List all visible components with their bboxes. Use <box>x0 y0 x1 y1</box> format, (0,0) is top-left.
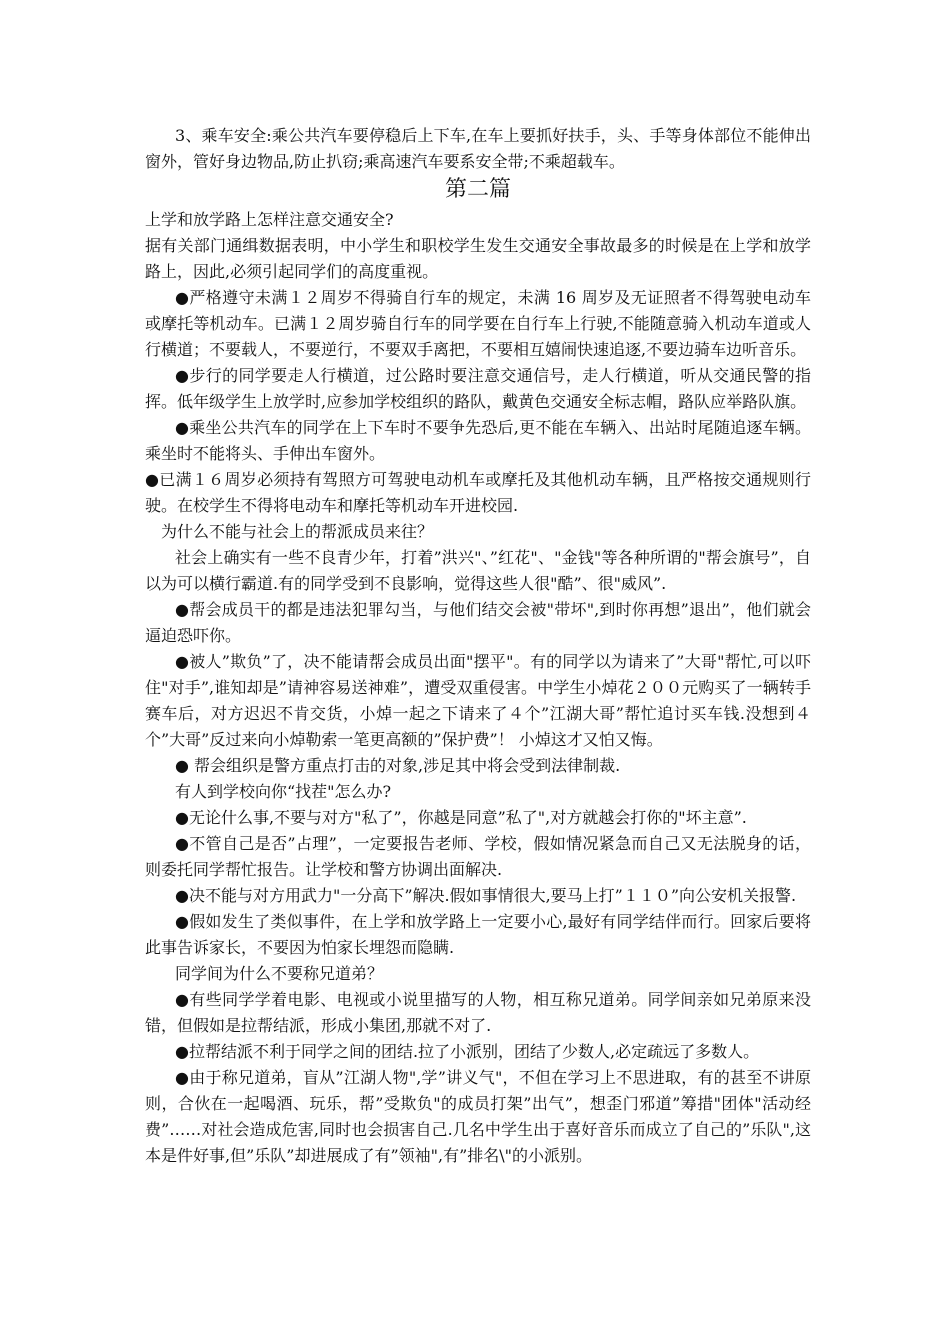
section-title: 第二篇 <box>444 177 511 202</box>
bullet-band-story: ●由于称兄道弟，盲从”江湖人物",学”讲义气"，不但在学习上不思进取，有的甚至不讲原则，合伙在一起喝酒、玩乐，帮”受欺负"的成员打架”出气”，想歪门邪道”筹措"团体"活动经费”……对社会造成危害,同时也会损害自己.几名中学生出于喜好音乐而成立了自己的”乐队",这本是件好事,但”乐队”却进展成了有”领袖",有”排名\"的小派别。 <box>145 1068 811 1165</box>
question-heading-brotherhood: 同学间为什么不要称兄道弟？ <box>175 964 384 983</box>
question-heading-gangs: 为什么不能与社会上的帮派成员来往？ <box>161 522 434 541</box>
bullet-no-violence: ●决不能与对方用武力"一分高下”解决.假如事情很大,要马上打”１１０”向公安机关报警. <box>175 886 797 905</box>
bullet-bicycle-rules: ●严格遵守未满１２周岁不得骑自行车的规定，未满 16 周岁及无证照者不得驾驶电动车或摩托等机动车。已满１２周岁骑自行车的同学要在自行车上行驶,不能随意骑入机动车道或人行横道；不要载人，不要逆行，不要双手离把，不要相互嬉闹快速追逐,不要边骑车边听音乐。 <box>145 288 811 359</box>
question-heading-trouble: 有人到学校向你“找茬"怎么办? <box>175 782 392 801</box>
document-body <box>145 123 811 1169</box>
bullet-gang-law: ● 帮会组织是警方重点打击的对象,涉足其中将会受到法律制裁. <box>175 756 621 775</box>
bullet-travel-together: ●假如发生了类似事件，在上学和放学路上一定要小心,最好有同学结伴而行。回家后要将此事告诉家长，不要因为怕家长埋怨而隐瞒. <box>145 912 811 957</box>
paragraph-gangs-intro: 社会上确实有一些不良青少年，打着”洪兴"、”红花"、"金钱"等各种所谓的"帮会旗号”，自以为可以横行霸道.有的同学受到不良影响，觉得这些人很"酷”、很"威风”. <box>145 548 811 593</box>
bullet-unity: ●拉帮结派不利于同学之间的团结.拉了小派别，团结了少数人,必定疏远了多数人。 <box>175 1042 760 1061</box>
bullet-report-teacher: ●不管自己是否”占理”，一定要报告老师、学校，假如情况紧急而自己又无法脱身的话，则委托同学帮忙报告。让学校和警方协调出面解决. <box>145 834 811 879</box>
bullet-bullied-story: ●被人”欺负”了，决不能请帮会成员出面"摆平"。有的同学以为请来了”大哥"帮忙,可以吓住"对手”,谁知却是”请神容易送神难”，遭受双重侵害。中学生小焯花２００元购买了一辆转手赛车后，对方迟迟不肯交货，小焯一起之下请来了４个”江湖大哥”帮忙追讨买车钱.没想到４个”大哥”反过来向小焯勒索一笔更高额的”保护费”！ 小焯这才又怕又悔。 <box>145 652 811 749</box>
bullet-bus-rules: ●乘坐公共汽车的同学在上下车时不要争先恐后,更不能在车辆入、出站时尾随追逐车辆。乘坐时不能将头、手伸出车窗外。 <box>145 418 811 463</box>
bullet-gang-crime: ●帮会成员干的都是违法犯罪勾当，与他们结交会被"带坏",到时你再想”退出”，他们就会逼迫恐吓你。 <box>145 600 811 645</box>
bullet-walking-rules: ●步行的同学要走人行横道，过公路时要注意交通信号，走人行横道，听从交通民警的指挥。低年级学生上放学时,应参加学校组织的路队，戴黄色交通安全标志帽，路队应举路队旗。 <box>145 366 811 411</box>
bullet-brother-imitation: ●有些同学学着电影、电视或小说里描写的人物，相互称兄道弟。同学间亲如兄弟原来没错，但假如是拉帮结派，形成小集团,那就不对了. <box>145 990 811 1035</box>
question-heading-traffic: 上学和放学路上怎样注意交通安全? <box>145 210 394 229</box>
paragraph-intro: 据有关部门通缉数据表明，中小学生和职校学生发生交通安全事故最多的时候是在上学和放学路上，因此,必须引起同学们的高度重视。 <box>145 236 811 281</box>
bullet-no-private-settle: ●无论什么事,不要与对方"私了”，你越是同意”私了",对方就越会打你的"坏主意”. <box>175 808 747 827</box>
paragraph-ride-safety: 3、乘车安全:乘公共汽车要停稳后上下车,在车上要抓好扶手，头、手等身体部位不能伸出窗外，管好身边物品,防止扒窃;乘高速汽车要系安全带;不乘超载车。 <box>145 126 811 171</box>
bullet-license-rules: ●已满１６周岁必须持有驾照方可驾驶电动机车或摩托及其他机动车辆，且严格按交通规则行驶。在校学生不得将电动车和摩托等机动车开进校园. <box>145 470 811 515</box>
